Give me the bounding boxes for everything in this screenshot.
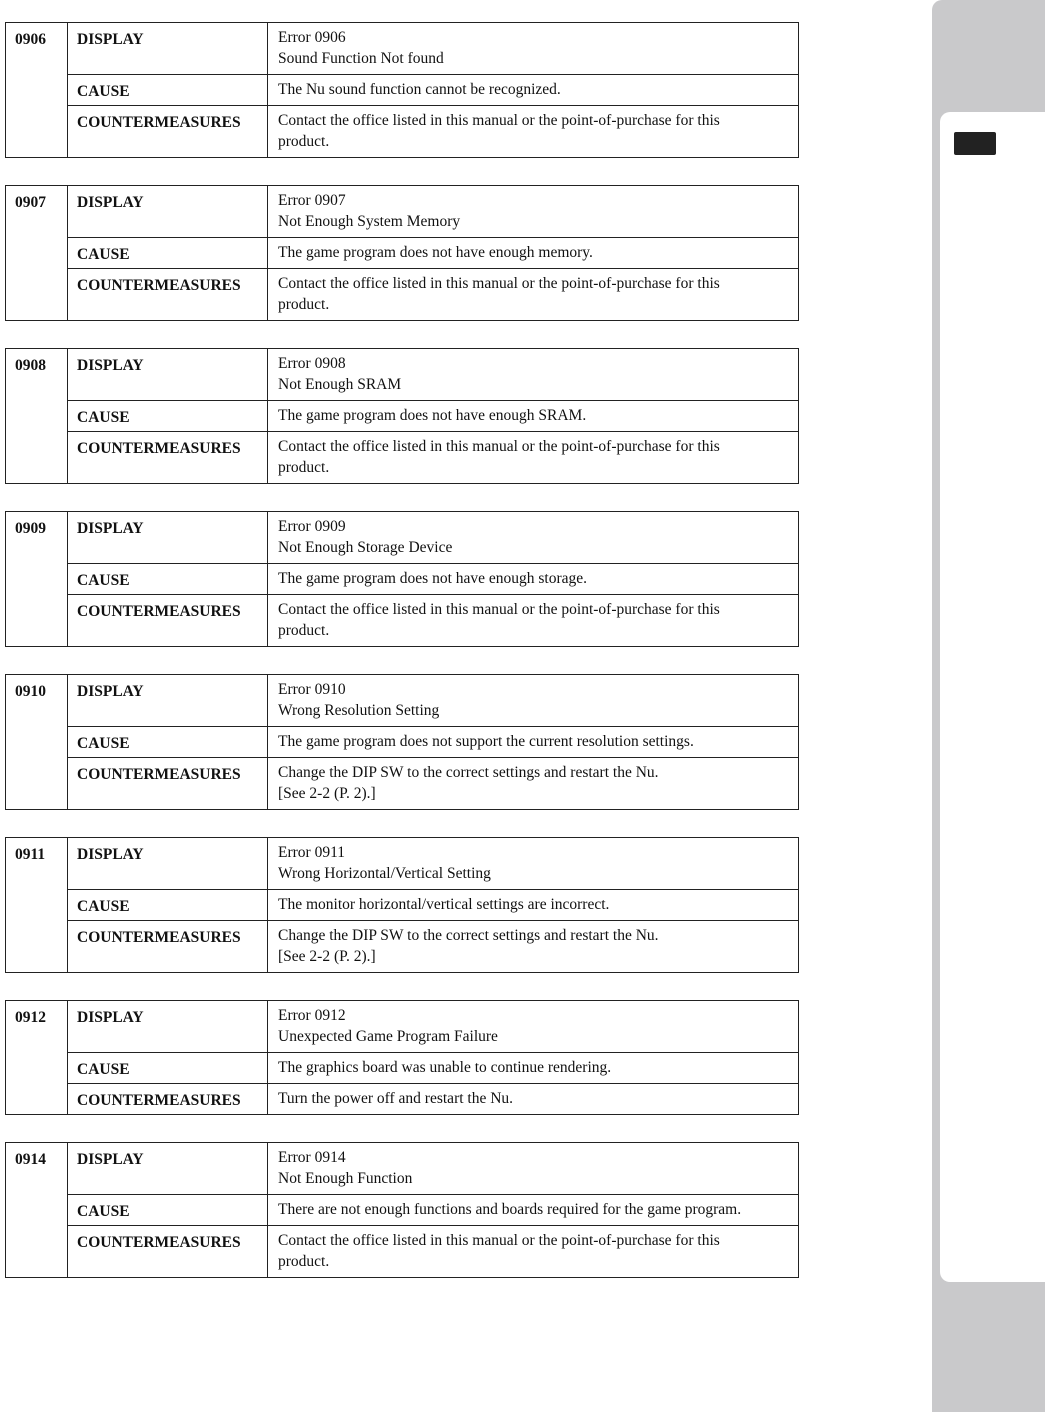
countermeasure-line: Turn the power off and restart the Nu. bbox=[278, 1090, 514, 1107]
cause-label: CAUSE bbox=[68, 238, 268, 269]
display-text bbox=[268, 675, 799, 727]
countermeasures-text bbox=[268, 106, 799, 158]
countermeasure-line: Contact the office listed in this manual or the point-of-purchase for this bbox=[278, 1232, 720, 1249]
display-label: DISPLAY bbox=[68, 23, 268, 75]
countermeasures-text bbox=[268, 921, 799, 973]
display-line: Not Enough System Memory bbox=[278, 213, 461, 230]
display-line: Not Enough Function bbox=[278, 1170, 413, 1187]
display-text bbox=[268, 23, 799, 75]
error-table-0910 bbox=[5, 674, 799, 810]
display-line: Error 0909 bbox=[278, 518, 346, 535]
error-table-0909 bbox=[5, 511, 799, 647]
display-label: DISPLAY bbox=[68, 1143, 268, 1195]
cause-label: CAUSE bbox=[68, 1053, 268, 1084]
countermeasures-label: COUNTERMEASURES bbox=[68, 1226, 268, 1278]
display-line: Error 0912 bbox=[278, 1007, 346, 1024]
cause-text: The graphics board was unable to continue rendering. bbox=[268, 1053, 799, 1084]
display-line: Wrong Horizontal/Vertical Setting bbox=[278, 865, 491, 882]
display-line: Error 0911 bbox=[278, 844, 346, 861]
countermeasures-text bbox=[268, 1084, 799, 1115]
display-label: DISPLAY bbox=[68, 512, 268, 564]
countermeasures-text bbox=[268, 269, 799, 321]
countermeasure-line: product. bbox=[278, 459, 330, 476]
display-line: Not Enough Storage Device bbox=[278, 539, 453, 556]
side-index-panel-inner bbox=[940, 112, 1045, 1282]
countermeasures-label: COUNTERMEASURES bbox=[68, 1084, 268, 1115]
countermeasure-line: product. bbox=[278, 1253, 330, 1270]
cause-text: There are not enough functions and boards required for the game program. bbox=[268, 1195, 799, 1226]
display-label: DISPLAY bbox=[68, 349, 268, 401]
display-label: DISPLAY bbox=[68, 186, 268, 238]
display-line: Error 0908 bbox=[278, 355, 346, 372]
error-table-0907 bbox=[5, 185, 799, 321]
display-label: DISPLAY bbox=[68, 675, 268, 727]
display-text bbox=[268, 349, 799, 401]
error-code: 0914 bbox=[6, 1143, 68, 1278]
error-code: 0908 bbox=[6, 349, 68, 484]
countermeasures-label: COUNTERMEASURES bbox=[68, 432, 268, 484]
display-text bbox=[268, 512, 799, 564]
display-line: Not Enough SRAM bbox=[278, 376, 402, 393]
countermeasure-line: Contact the office listed in this manual or the point-of-purchase for this bbox=[278, 438, 720, 455]
countermeasures-label: COUNTERMEASURES bbox=[68, 921, 268, 973]
chapter-tab-marker bbox=[954, 132, 996, 155]
error-tables bbox=[5, 22, 799, 1305]
cause-label: CAUSE bbox=[68, 727, 268, 758]
error-table-0914 bbox=[5, 1142, 799, 1278]
countermeasure-line: Contact the office listed in this manual or the point-of-purchase for this bbox=[278, 601, 720, 618]
error-code: 0912 bbox=[6, 1001, 68, 1115]
display-line: Error 0907 bbox=[278, 192, 346, 209]
display-text bbox=[268, 186, 799, 238]
cause-label: CAUSE bbox=[68, 401, 268, 432]
cause-label: CAUSE bbox=[68, 890, 268, 921]
countermeasures-text bbox=[268, 1226, 799, 1278]
cause-label: CAUSE bbox=[68, 75, 268, 106]
display-line: Error 0914 bbox=[278, 1149, 346, 1166]
display-text bbox=[268, 1143, 799, 1195]
display-line: Error 0906 bbox=[278, 29, 346, 46]
cause-text: The Nu sound function cannot be recognized. bbox=[268, 75, 799, 106]
error-code: 0906 bbox=[6, 23, 68, 158]
error-code: 0907 bbox=[6, 186, 68, 321]
cause-text: The game program does not support the current resolution settings. bbox=[268, 727, 799, 758]
countermeasures-text bbox=[268, 432, 799, 484]
countermeasure-line: product. bbox=[278, 133, 330, 150]
display-label: DISPLAY bbox=[68, 838, 268, 890]
display-line: Wrong Resolution Setting bbox=[278, 702, 440, 719]
countermeasure-line: Change the DIP SW to the correct settings and restart the Nu. bbox=[278, 927, 659, 944]
cause-text: The game program does not have enough SRAM. bbox=[268, 401, 799, 432]
countermeasures-text bbox=[268, 595, 799, 647]
error-table-0908 bbox=[5, 348, 799, 484]
cause-label: CAUSE bbox=[68, 1195, 268, 1226]
countermeasure-line: product. bbox=[278, 296, 330, 313]
countermeasure-line: Change the DIP SW to the correct settings and restart the Nu. bbox=[278, 764, 659, 781]
countermeasures-label: COUNTERMEASURES bbox=[68, 106, 268, 158]
countermeasure-line: Contact the office listed in this manual or the point-of-purchase for this bbox=[278, 112, 720, 129]
display-line: Sound Function Not found bbox=[278, 50, 444, 67]
cause-text: The monitor horizontal/vertical settings are incorrect. bbox=[268, 890, 799, 921]
display-line: Error 0910 bbox=[278, 681, 346, 698]
countermeasures-label: COUNTERMEASURES bbox=[68, 269, 268, 321]
countermeasures-text bbox=[268, 758, 799, 810]
cause-text: The game program does not have enough storage. bbox=[268, 564, 799, 595]
error-table-0912 bbox=[5, 1000, 799, 1115]
display-text bbox=[268, 838, 799, 890]
countermeasures-label: COUNTERMEASURES bbox=[68, 595, 268, 647]
countermeasure-line: [See 2-2 (P. 2).] bbox=[278, 785, 376, 802]
cause-text: The game program does not have enough memory. bbox=[268, 238, 799, 269]
cause-label: CAUSE bbox=[68, 564, 268, 595]
countermeasure-line: Contact the office listed in this manual or the point-of-purchase for this bbox=[278, 275, 720, 292]
error-code: 0911 bbox=[6, 838, 68, 973]
countermeasures-label: COUNTERMEASURES bbox=[68, 758, 268, 810]
display-label: DISPLAY bbox=[68, 1001, 268, 1053]
error-table-0911 bbox=[5, 837, 799, 973]
error-table-0906 bbox=[5, 22, 799, 158]
countermeasure-line: product. bbox=[278, 622, 330, 639]
countermeasure-line: [See 2-2 (P. 2).] bbox=[278, 948, 376, 965]
error-code: 0909 bbox=[6, 512, 68, 647]
display-text bbox=[268, 1001, 799, 1053]
error-code: 0910 bbox=[6, 675, 68, 810]
display-line: Unexpected Game Program Failure bbox=[278, 1028, 498, 1045]
